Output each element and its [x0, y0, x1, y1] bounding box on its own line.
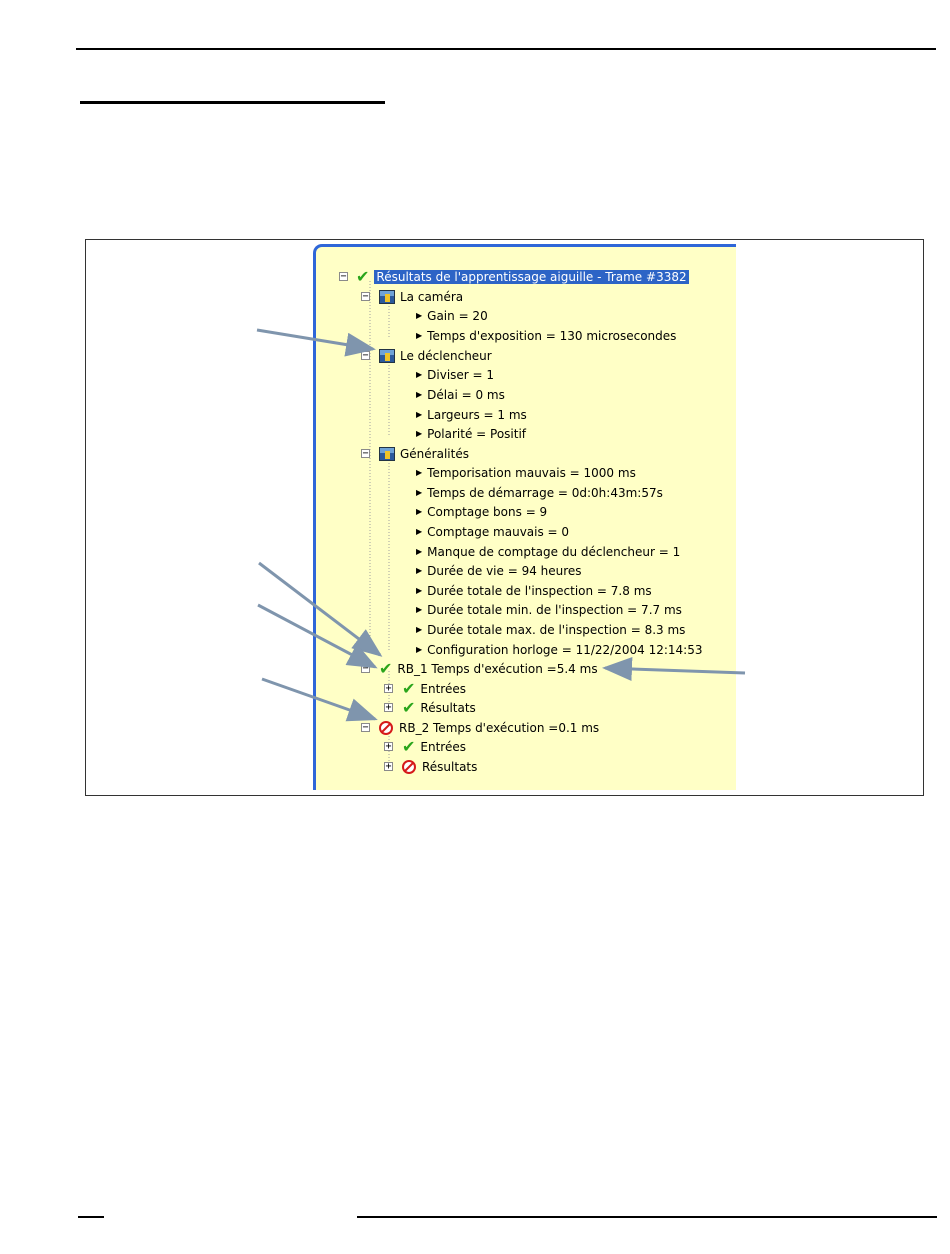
tree-node-label: RB_2 Temps d'exécution =0.1 ms: [399, 720, 600, 735]
callout-arrow-fail-icon: [262, 679, 375, 719]
triangle-bullet-icon: ▶: [416, 605, 423, 614]
tree-node-label: Résultats: [422, 759, 478, 774]
tree-leaf-label: Comptage mauvais = 0: [427, 524, 570, 539]
tree-leaf-label: Durée de vie = 94 heures: [427, 563, 582, 578]
tree-leaf-label: Largeurs = 1 ms: [427, 407, 527, 422]
tree-leaf-label: Temps d'exposition = 130 microsecondes: [427, 328, 677, 343]
triangle-bullet-icon: ▶: [416, 488, 423, 497]
triangle-bullet-icon: ▶: [416, 429, 423, 438]
triangle-bullet-icon: ▶: [416, 527, 423, 536]
triangle-bullet-icon: ▶: [416, 645, 423, 654]
tree-node-label: Entrées: [420, 739, 466, 754]
triangle-bullet-icon: ▶: [416, 547, 423, 556]
callout-arrow-exec-time: [605, 668, 745, 673]
pass-check-icon: ✔: [356, 266, 370, 286]
callout-arrow-tool-node: [257, 330, 373, 349]
triangle-bullet-icon: ▶: [416, 331, 423, 340]
rb2-results-expand-toggle[interactable]: +: [385, 761, 392, 772]
triangle-bullet-icon: ▶: [416, 390, 423, 399]
tree-node-label: Entrées: [420, 681, 466, 696]
tree-leaf-label: Configuration horloge = 11/22/2004 12:14:53: [427, 642, 703, 657]
pass-check-icon: ✔: [402, 736, 416, 756]
callout-arrow-pass-icon: [259, 563, 380, 655]
rb1-results-expand-toggle[interactable]: +: [385, 702, 392, 713]
tree-root-label: Résultats de l'apprentissage aiguille - Trame #3382: [376, 269, 687, 284]
camera-collapse-toggle[interactable]: −: [362, 291, 369, 302]
tree-node-label: Résultats: [420, 700, 476, 715]
root-collapse-toggle[interactable]: −: [340, 271, 347, 282]
tree-leaf-label: Durée totale de l'inspection = 7.8 ms: [427, 583, 652, 598]
rb2-collapse-toggle[interactable]: −: [362, 722, 369, 733]
trigger-collapse-toggle[interactable]: −: [362, 350, 369, 361]
tree-leaf-label: Temps de démarrage = 0d:0h:43m:57s: [427, 485, 663, 500]
tree-leaf-label: Polarité = Positif: [427, 426, 527, 441]
tree-leaf-label: Délai = 0 ms: [427, 387, 505, 402]
tree-node-label: RB_1 Temps d'exécution =5.4 ms: [397, 661, 598, 676]
tree-leaf-label: Temporisation mauvais = 1000 ms: [427, 465, 636, 480]
triangle-bullet-icon: ▶: [416, 566, 423, 575]
rb2-inputs-expand-toggle[interactable]: +: [385, 741, 392, 752]
triangle-bullet-icon: ▶: [416, 468, 423, 477]
pass-check-icon: ✔: [402, 697, 416, 717]
triangle-bullet-icon: ▶: [416, 586, 423, 595]
triangle-bullet-icon: ▶: [416, 625, 423, 634]
tree-leaf-label: Diviser = 1: [427, 367, 495, 382]
pass-check-icon: ✔: [402, 678, 416, 698]
rb1-collapse-toggle[interactable]: −: [362, 663, 369, 674]
pass-check-icon: ✔: [379, 658, 393, 678]
triangle-bullet-icon: ▶: [416, 507, 423, 516]
tree-node-label: Généralités: [400, 446, 469, 461]
tree-node-label: Le déclencheur: [400, 348, 492, 363]
triangle-bullet-icon: ▶: [416, 370, 423, 379]
triangle-bullet-icon: ▶: [416, 311, 423, 320]
tree-node-label: La caméra: [400, 289, 464, 304]
general-collapse-toggle[interactable]: −: [362, 448, 369, 459]
tree-leaf-label: Gain = 20: [427, 308, 488, 323]
tree-leaf-label: Manque de comptage du déclencheur = 1: [427, 544, 681, 559]
tree-leaf-label: Durée totale max. de l'inspection = 8.3 ms: [427, 622, 686, 637]
tree-leaf-label: Durée totale min. de l'inspection = 7.7 ms: [427, 602, 682, 617]
tree-leaf-label: Comptage bons = 9: [427, 504, 548, 519]
triangle-bullet-icon: ▶: [416, 410, 423, 419]
rb1-inputs-expand-toggle[interactable]: +: [385, 683, 392, 694]
